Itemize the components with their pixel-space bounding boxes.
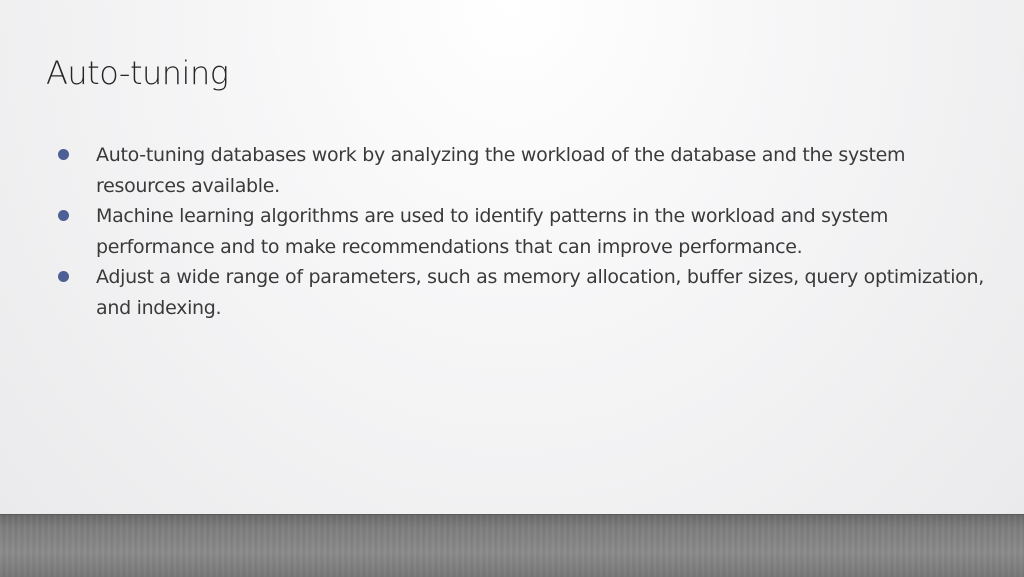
- bullet-list: [58, 140, 988, 323]
- bullet-item: [58, 201, 988, 262]
- bullet-item: [58, 262, 988, 323]
- bullet-dot-icon: [58, 271, 69, 282]
- slide-title: Auto-tuning: [46, 54, 229, 92]
- floor-background: [0, 514, 1024, 577]
- bullet-text: Adjust a wide range of parameters, such as memory allocation, buffer sizes, query optimization, and indexing.: [96, 266, 984, 319]
- bullet-text: Auto-tuning databases work by analyzing the workload of the database and the system resources available.: [96, 144, 906, 197]
- bullet-item: [58, 140, 988, 201]
- bullet-text: Machine learning algorithms are used to identify patterns in the workload and system performance and to make recommendations that can improve performance.: [96, 205, 889, 258]
- bullet-dot-icon: [58, 210, 69, 221]
- bullet-dot-icon: [58, 149, 69, 160]
